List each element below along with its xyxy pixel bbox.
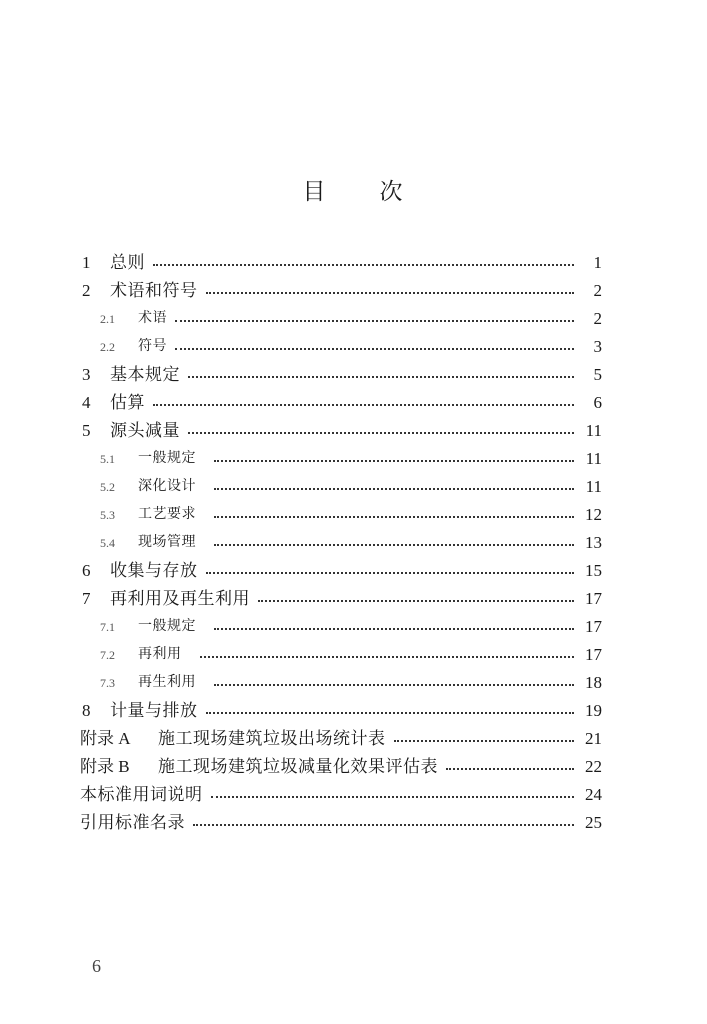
toc-entry-number: 1 xyxy=(82,253,91,272)
toc-entry[interactable] xyxy=(80,809,602,837)
toc-entry-number: 4 xyxy=(82,393,91,412)
toc-subentry[interactable] xyxy=(80,641,602,669)
toc-entry-number: 8 xyxy=(82,701,91,720)
toc-entry[interactable] xyxy=(80,277,602,305)
toc-entry[interactable] xyxy=(80,417,602,445)
toc-subentry[interactable] xyxy=(80,305,602,333)
toc-heading xyxy=(0,176,707,208)
table-of-contents xyxy=(80,249,602,837)
toc-entry-page: 17 xyxy=(585,645,602,664)
toc-leader xyxy=(206,572,575,574)
toc-entry-title: 总则 xyxy=(110,253,145,272)
toc-entry-number: 附录 B xyxy=(80,757,130,776)
toc-entry-page: 17 xyxy=(585,617,602,636)
toc-entry-page: 11 xyxy=(585,449,602,468)
toc-entry-title: 本标准用词说明 xyxy=(80,785,203,804)
toc-entry-number: 6 xyxy=(82,561,91,580)
toc-entry-title: 引用标准名录 xyxy=(80,813,185,832)
toc-entry-title: 计量与排放 xyxy=(110,701,198,720)
toc-entry-title: 一般规定 xyxy=(138,619,196,634)
toc-entry-title: 基本规定 xyxy=(110,365,180,384)
toc-entry-number: 7.2 xyxy=(100,648,115,662)
toc-entry-page: 21 xyxy=(585,729,602,748)
toc-entry-page: 11 xyxy=(585,421,602,440)
toc-leader xyxy=(214,628,574,630)
toc-entry-page: 12 xyxy=(585,505,602,524)
toc-entry-page: 15 xyxy=(585,561,602,580)
toc-entry-number: 7 xyxy=(82,589,91,608)
toc-entry-title: 收集与存放 xyxy=(110,561,198,580)
toc-entry-page: 19 xyxy=(585,701,602,720)
toc-entry-title: 再生利用 xyxy=(138,675,196,690)
toc-entry-title: 估算 xyxy=(110,393,145,412)
toc-leader xyxy=(188,376,574,378)
toc-leader xyxy=(175,320,574,322)
toc-entry-number: 5.2 xyxy=(100,480,115,494)
toc-entry-number: 7.1 xyxy=(100,620,115,634)
toc-entry[interactable] xyxy=(80,389,602,417)
toc-leader xyxy=(214,488,574,490)
toc-entry[interactable] xyxy=(80,585,602,613)
toc-leader xyxy=(394,740,575,742)
toc-leader xyxy=(214,684,574,686)
toc-entry-title: 施工现场建筑垃圾出场统计表 xyxy=(158,729,386,748)
toc-entry-title: 再利用及再生利用 xyxy=(110,589,250,608)
toc-subentry[interactable] xyxy=(80,529,602,557)
toc-entry-page: 5 xyxy=(593,365,602,384)
toc-leader xyxy=(211,796,575,798)
toc-entry-number: 2 xyxy=(82,281,91,300)
toc-leader xyxy=(193,824,574,826)
toc-entry-page: 22 xyxy=(585,757,602,776)
toc-entry-number: 2.2 xyxy=(100,340,115,354)
toc-entry-title: 符号 xyxy=(138,339,167,354)
toc-entry[interactable] xyxy=(80,697,602,725)
toc-entry-title: 现场管理 xyxy=(138,535,196,550)
toc-subentry[interactable] xyxy=(80,445,602,473)
toc-subentry[interactable] xyxy=(80,669,602,697)
toc-leader xyxy=(206,292,575,294)
toc-entry-title: 深化设计 xyxy=(138,479,196,494)
toc-entry-title: 术语 xyxy=(138,311,167,326)
toc-leader xyxy=(446,768,574,770)
toc-appendix-entry[interactable] xyxy=(80,725,602,753)
toc-subentry[interactable] xyxy=(80,501,602,529)
toc-entry[interactable] xyxy=(80,361,602,389)
toc-entry-title: 工艺要求 xyxy=(138,507,196,522)
toc-heading-right: 次 xyxy=(379,179,405,204)
toc-entry-title: 术语和符号 xyxy=(110,281,198,300)
toc-entry-number: 5.3 xyxy=(100,508,115,522)
toc-subentry[interactable] xyxy=(80,613,602,641)
toc-entry-number: 5 xyxy=(82,421,91,440)
toc-appendix-entry[interactable] xyxy=(80,753,602,781)
toc-entry-page: 1 xyxy=(593,253,602,272)
toc-entry-page: 17 xyxy=(585,589,602,608)
toc-subentry[interactable] xyxy=(80,333,602,361)
toc-entry-number: 7.3 xyxy=(100,676,115,690)
toc-entry-title: 一般规定 xyxy=(138,451,196,466)
toc-entry-page: 6 xyxy=(593,393,602,412)
toc-entry[interactable] xyxy=(80,249,602,277)
toc-entry-page: 2 xyxy=(593,309,602,328)
toc-entry[interactable] xyxy=(80,557,602,585)
toc-leader xyxy=(175,348,574,350)
toc-entry-title: 再利用 xyxy=(138,647,182,662)
toc-entry-page: 13 xyxy=(585,533,602,552)
toc-entry-number: 5.4 xyxy=(100,536,115,550)
toc-leader xyxy=(214,460,574,462)
toc-leader xyxy=(153,404,574,406)
toc-subentry[interactable] xyxy=(80,473,602,501)
toc-leader xyxy=(258,600,574,602)
toc-entry-number: 2.1 xyxy=(100,312,115,326)
toc-leader xyxy=(214,516,574,518)
toc-entry-page: 24 xyxy=(585,785,602,804)
toc-entry-page: 11 xyxy=(585,477,602,496)
toc-entry-page: 18 xyxy=(585,673,602,692)
toc-leader xyxy=(188,432,574,434)
toc-leader xyxy=(214,544,574,546)
page-number: 6 xyxy=(92,956,101,976)
toc-leader xyxy=(206,712,575,714)
toc-entry-number: 附录 A xyxy=(80,729,131,748)
toc-entry[interactable] xyxy=(80,781,602,809)
toc-entry-page: 3 xyxy=(593,337,602,356)
toc-heading-left: 目 xyxy=(302,179,328,204)
toc-entry-number: 3 xyxy=(82,365,91,384)
toc-entry-page: 2 xyxy=(593,281,602,300)
toc-entry-title: 源头减量 xyxy=(110,421,180,440)
toc-entry-page: 25 xyxy=(585,813,602,832)
toc-entry-number: 5.1 xyxy=(100,452,115,466)
toc-entry-title: 施工现场建筑垃圾减量化效果评估表 xyxy=(158,757,438,776)
toc-leader xyxy=(200,656,575,658)
toc-leader xyxy=(153,264,574,266)
